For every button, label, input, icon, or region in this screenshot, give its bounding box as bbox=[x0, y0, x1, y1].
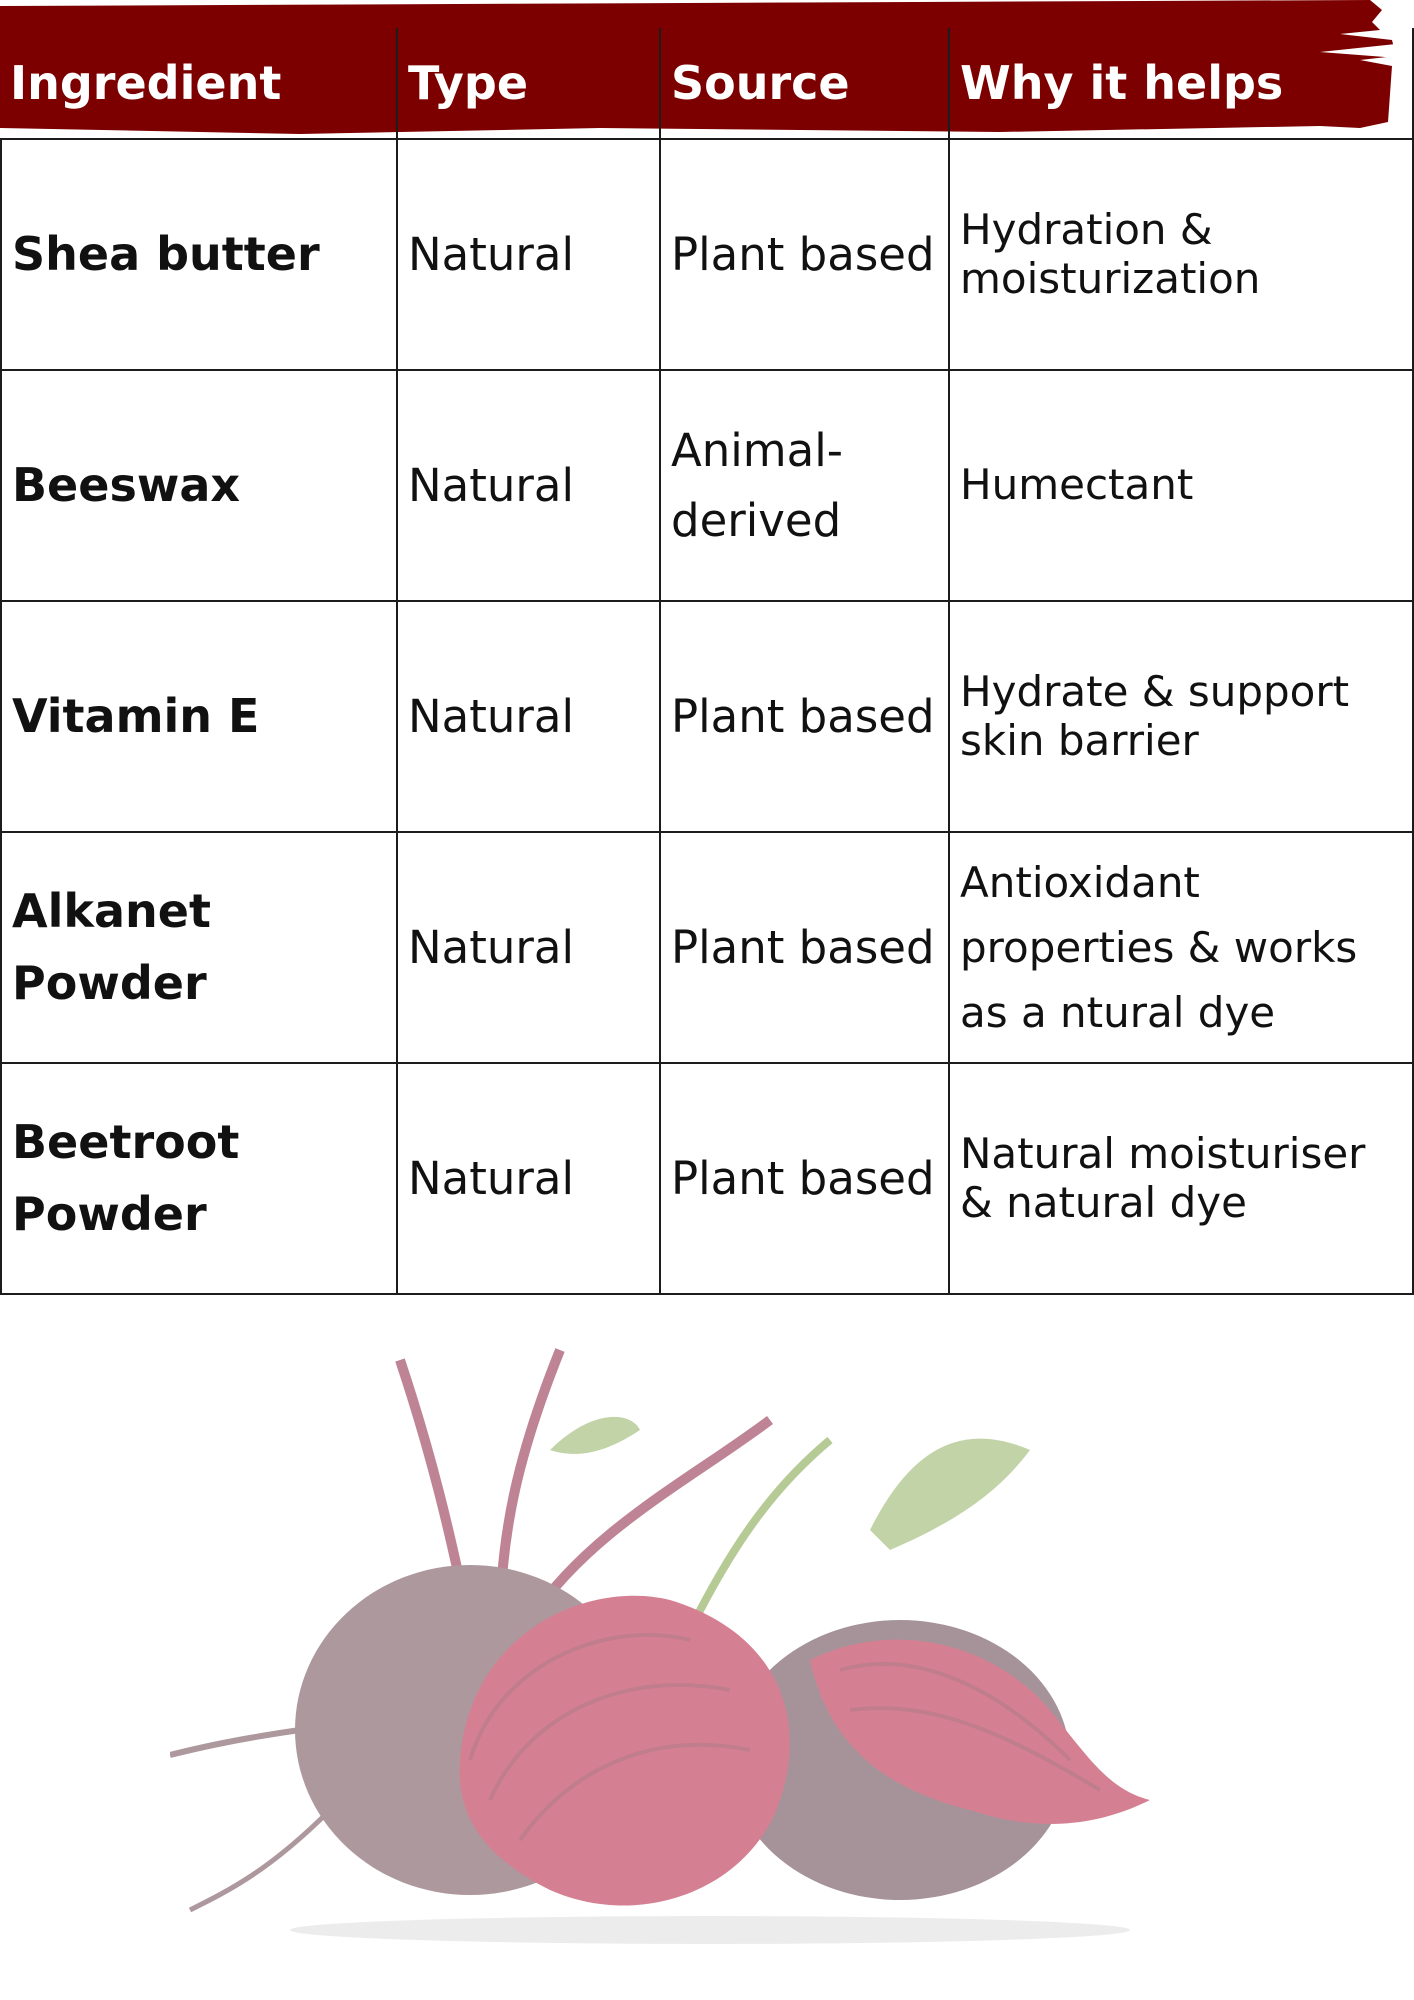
table-row bbox=[0, 369, 1414, 600]
ingredient-benefit: Humectant bbox=[950, 371, 1414, 600]
ingredient-type: Natural bbox=[398, 833, 661, 1062]
header-source: Source bbox=[661, 28, 950, 138]
beetroot-illustration-icon bbox=[170, 1330, 1220, 1950]
table-row bbox=[0, 138, 1414, 369]
ingredient-name: Shea butter bbox=[0, 140, 398, 369]
ingredient-benefit: Hydration & moisturization bbox=[950, 140, 1414, 369]
ingredient-source: Plant based bbox=[661, 602, 950, 831]
ingredient-source: Animal-derived bbox=[661, 371, 950, 600]
ingredient-benefit: Antioxidant properties & works as a ntural dye bbox=[950, 833, 1414, 1062]
ingredient-source: Plant based bbox=[661, 140, 950, 369]
header-type: Type bbox=[398, 28, 661, 138]
ingredient-benefit: Hydrate & support skin barrier bbox=[950, 602, 1414, 831]
ingredient-type: Natural bbox=[398, 371, 661, 600]
ingredient-name: Vitamin E bbox=[0, 602, 398, 831]
table-header-row bbox=[0, 28, 1414, 138]
table-row bbox=[0, 600, 1414, 831]
ingredient-name: Beeswax bbox=[0, 371, 398, 600]
ingredient-type: Natural bbox=[398, 602, 661, 831]
ingredient-type: Natural bbox=[398, 140, 661, 369]
header-why-it-helps: Why it helps bbox=[950, 28, 1414, 138]
ingredient-name: Beetroot Powder bbox=[0, 1064, 398, 1293]
ingredient-name: Alkanet Powder bbox=[0, 833, 398, 1062]
ingredient-type: Natural bbox=[398, 1064, 661, 1293]
table-row bbox=[0, 1062, 1414, 1295]
ingredient-source: Plant based bbox=[661, 1064, 950, 1293]
ingredient-source: Plant based bbox=[661, 833, 950, 1062]
table-row bbox=[0, 831, 1414, 1062]
header-ingredient: Ingredient bbox=[0, 28, 398, 138]
ingredient-benefit: Natural moisturiser & natural dye bbox=[950, 1064, 1414, 1293]
ingredients-table bbox=[0, 28, 1414, 1295]
